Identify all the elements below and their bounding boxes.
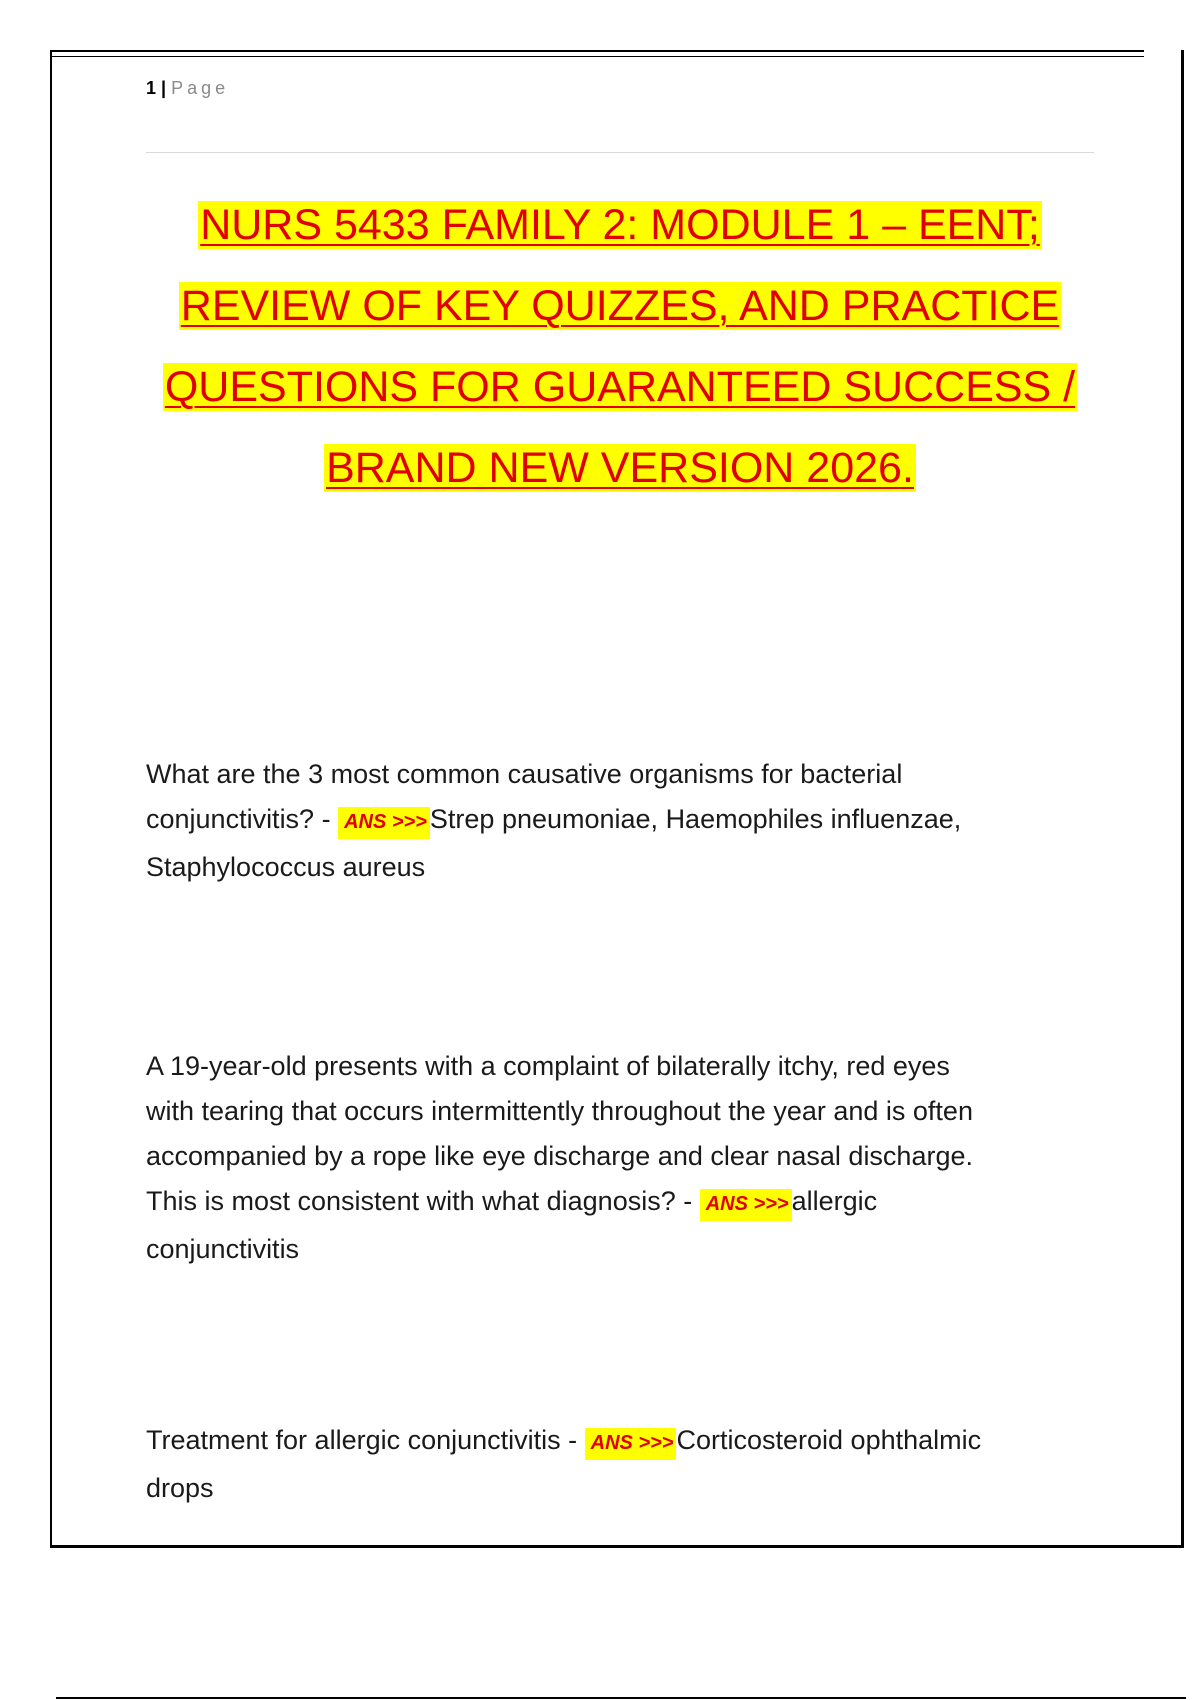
title-line-2: REVIEW OF KEY QUIZZES, AND PRACTICE: [180, 282, 1060, 330]
title-line-4: BRAND NEW VERSION 2026.: [326, 444, 914, 492]
title-line-1: NURS 5433 FAMILY 2: MODULE 1 – EENT;: [200, 201, 1040, 249]
qa-item-3: [146, 1418, 1096, 1511]
question-text: This is most consistent with what diagnosis? -: [146, 1186, 700, 1216]
header-divider: [146, 152, 1094, 153]
question-text: What are the 3 most common causative organisms for bacterial: [146, 759, 903, 789]
question-text: Treatment for allergic conjunctivitis -: [146, 1425, 585, 1455]
answer-text: Staphylococcus aureus: [146, 852, 426, 882]
qa-item-1: [146, 752, 1096, 890]
next-page-top-rule: [56, 1697, 1186, 1699]
answer-text: drops: [146, 1473, 214, 1503]
ans-label: ANS >>>: [700, 1189, 792, 1221]
top-border-rule: [52, 50, 1144, 52]
page-separator: |: [161, 78, 168, 98]
title-line-3: QUESTIONS FOR GUARANTEED SUCCESS /: [164, 363, 1076, 411]
question-text: accompanied by a rope like eye discharge and clear nasal discharge.: [146, 1141, 973, 1171]
page-number: 1: [146, 78, 158, 98]
qa-item-2: [146, 1044, 1096, 1272]
answer-text: Strep pneumoniae, Haemophiles influenzae,: [429, 804, 962, 834]
page-header: [146, 78, 229, 99]
question-text: with tearing that occurs intermittently throughout the year and is often: [146, 1096, 973, 1126]
top-border-rule-inner: [52, 56, 1144, 57]
page-word: Page: [171, 78, 230, 98]
ans-label: ANS >>>: [338, 807, 430, 839]
ans-label: ANS >>>: [585, 1428, 677, 1460]
answer-text: conjunctivitis: [146, 1234, 300, 1264]
question-text: conjunctivitis? -: [146, 804, 339, 834]
question-text: A 19-year-old presents with a complaint of bilaterally itchy, red eyes: [146, 1051, 950, 1081]
answer-text: Corticosteroid ophthalmic: [676, 1425, 982, 1455]
answer-text: allergic: [791, 1186, 878, 1216]
document-title: [146, 185, 1094, 509]
